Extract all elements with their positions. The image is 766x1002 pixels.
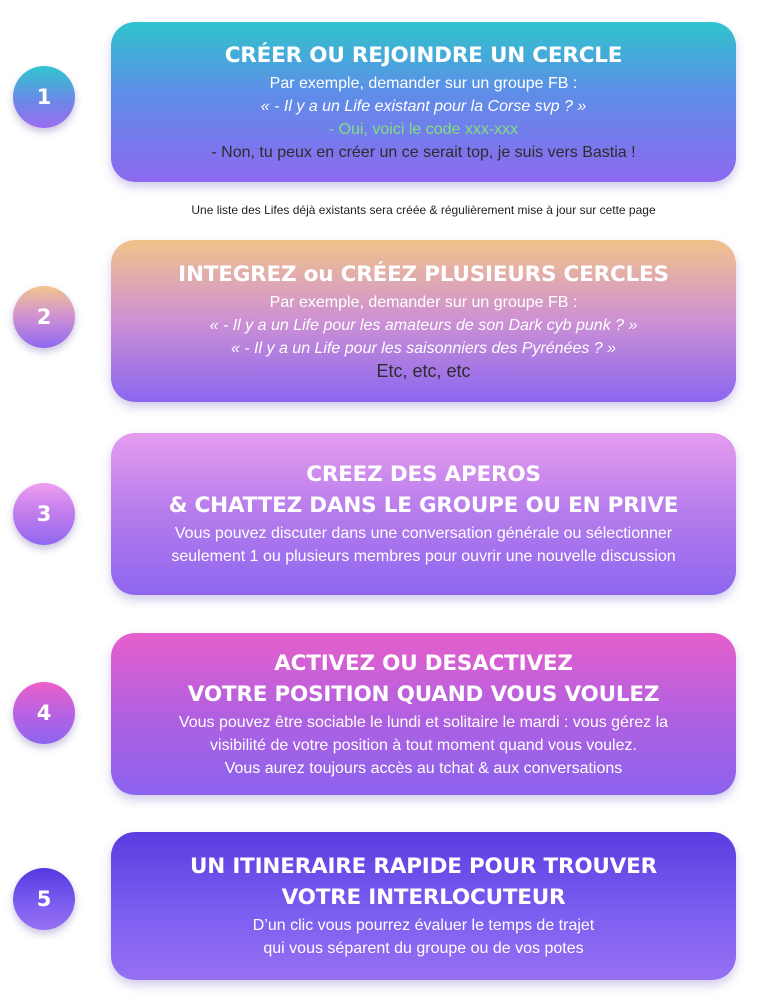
step-title: CRÉER OU REJOINDRE UN CERCLE	[224, 42, 623, 68]
step-title: INTEGREZ ou CRÉEZ PLUSIEURS CERCLES	[178, 261, 669, 287]
step-card-2	[111, 240, 736, 402]
step-title-line-1: CREEZ DES APEROS	[306, 462, 541, 487]
step-text: visibilité de votre position à tout moment quand vous voulez.	[210, 736, 637, 754]
etc-text: Etc, etc, etc	[376, 360, 471, 381]
step-number-5: 5	[13, 868, 75, 930]
example-question: « - Il y a un Life pour les saisonniers des Pyrénées ? »	[230, 339, 617, 357]
step-text: Vous aurez toujours accès au tchat & aux conversations	[224, 759, 623, 777]
example-question: « - Il y a un Life pour les amateurs de son Dark cyb punk ? »	[209, 316, 638, 334]
lifes-list-note: Une liste des Lifes déjà existants sera créée & régulièrement mise à jour sur cette page	[191, 203, 656, 217]
step-card-3	[111, 433, 736, 595]
step-text: Vous pouvez discuter dans une conversation générale ou sélectionner	[174, 525, 673, 542]
step-title-line-1: UN ITINERAIRE RAPIDE POUR TROUVER	[190, 854, 657, 879]
example-answer-yes: - Oui, voici le code xxx-xxx	[328, 120, 519, 138]
step-text: Par exemple, demander sur un groupe FB :	[269, 293, 578, 311]
step-number-4: 4	[13, 682, 75, 744]
step-text: seulement 1 ou plusieurs membres pour ouvrir une nouvelle discussion	[171, 548, 676, 565]
example-question: « - Il y a un Life existant pour la Corse svp ? »	[260, 97, 587, 115]
step-title-line-2: VOTRE POSITION QUAND VOUS VOULEZ	[187, 681, 660, 707]
step-card-4	[111, 633, 736, 795]
step-card-5	[111, 832, 736, 980]
step-text: Par exemple, demander sur un groupe FB :	[269, 74, 578, 92]
step-title-line-2: & CHATTEZ DANS LE GROUPE OU EN PRIVE	[168, 493, 679, 518]
step-title-line-2: VOTRE INTERLOCUTEUR	[281, 885, 566, 910]
step-title-line-1: ACTIVEZ OU DESACTIVEZ	[274, 650, 573, 676]
step-text: qui vous séparent du groupe ou de vos potes	[263, 940, 584, 957]
step-number-2: 2	[13, 286, 75, 348]
step-text: Vous pouvez être sociable le lundi et solitaire le mardi : vous gérez la	[178, 713, 669, 731]
step-card-1	[111, 22, 736, 182]
step-text: D’un clic vous pourrez évaluer le temps de trajet	[252, 917, 595, 934]
step-number-1: 1	[13, 66, 75, 128]
step-number-3: 3	[13, 483, 75, 545]
example-answer-no: - Non, tu peux en créer un ce serait top, je suis vers Bastia !	[211, 143, 636, 161]
